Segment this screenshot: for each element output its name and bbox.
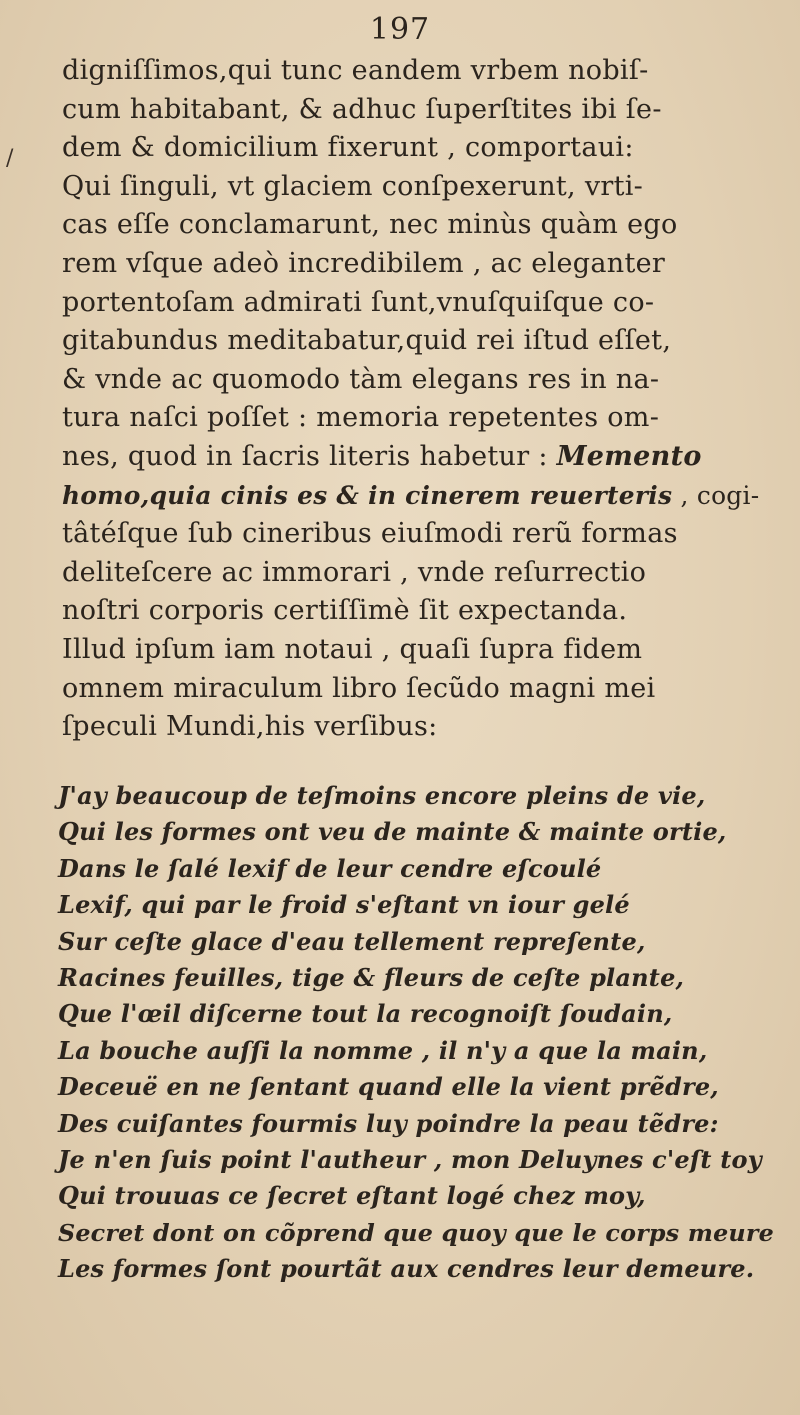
prose-line-with-quote	[62, 438, 762, 477]
verse-line: Que l'œil diſcerne tout la recognoiſt ſoudain,	[58, 999, 673, 1029]
verse-quotation	[58, 778, 778, 1287]
prose-text: , cogi-	[672, 480, 760, 510]
prose-text: nes, quod in ſacris literis habetur :	[62, 440, 557, 472]
verse-line: Sur ceſte glace d'eau tellement repreſente,	[58, 926, 646, 956]
prose-line: digniſſimos,qui tunc eandem vrbem nobiſ-	[62, 55, 649, 86]
verse-line: Dans le ſalé lexif de leur cendre eſcoulé	[58, 853, 602, 883]
verse-line: Je n'en ſuis point l'autheur , mon Deluynes c'eſt toy	[58, 1144, 762, 1174]
verse-line: Lexif, qui par le froid s'eſtant vn iour gelé	[58, 890, 630, 920]
prose-line: ſpeculi Mundi,his verſibus:	[62, 711, 438, 743]
prose-line: portentoſam admirati ſunt,vnuſquiſque co-	[62, 286, 655, 318]
prose-line: rem vſque adeò incredibilem , ac eleganter	[62, 247, 666, 279]
prose-paragraph	[62, 52, 762, 747]
verse-line: Secret dont on cõprend que quoy que le corps meure	[58, 1218, 774, 1247]
verse-line: Deceuë en ne ſentant quand elle la vient prẽdre,	[58, 1072, 719, 1102]
prose-line-with-quote	[62, 477, 762, 516]
prose-line: gitabundus meditabatur,quid rei iſtud eſſet,	[62, 325, 672, 357]
prose-line: cas eſſe conclamarunt, nec minùs quàm ego	[62, 209, 678, 241]
prose-line: Illud ipſum iam notaui , quaſi ſupra fidem	[62, 633, 643, 665]
prose-line: Qui ſinguli, vt glaciem conſpexerunt, vrti-	[62, 170, 644, 202]
verse-line: La bouche auſſi la nomme , il n'y a que la main,	[58, 1035, 708, 1065]
scripture-quote-start: Memento	[556, 440, 702, 472]
verse-line: Les formes ſont pourtãt aux cendres leur demeure.	[58, 1254, 755, 1284]
verse-line: Qui les formes ont veu de mainte & mainte ortie,	[58, 817, 727, 847]
prose-line: noſtri corporis certiſſimè ſit expectanda.	[62, 595, 628, 627]
verse-line: Des cuiſantes fourmis luy poindre la peau tẽdre:	[58, 1108, 719, 1138]
verse-line: J'ay beaucoup de teſmoins encore pleins de vie,	[58, 781, 706, 810]
verse-line: Qui trouuas ce ſecret eſtant logé chez moy,	[58, 1181, 646, 1211]
prose-line: cum habitabant, & adhuc ſuperſtites ibi ſe-	[62, 93, 662, 125]
margin-mark: /	[6, 146, 14, 171]
prose-line: deliteſcere ac immorari , vnde reſurrectio	[62, 556, 647, 588]
verse-line: Racines feuilles, tige & fleurs de ceſte plante,	[58, 962, 685, 992]
prose-line: & vnde ac quomodo tàm elegans res in na-	[62, 363, 660, 395]
page-number: 197	[369, 12, 431, 47]
scripture-quote: homo,quia cinis es & in cinerem reuerteris	[62, 480, 673, 510]
prose-line: tura naſci poſſet : memoria repetentes om-	[62, 402, 660, 434]
prose-line: tâtéſque ſub cineribus eiuſmodi rerũ formas	[62, 518, 678, 550]
prose-line: dem & domicilium fixerunt , comportaui:	[62, 132, 634, 164]
prose-line: omnem miraculum libro ſecũdo magni mei	[62, 672, 656, 704]
